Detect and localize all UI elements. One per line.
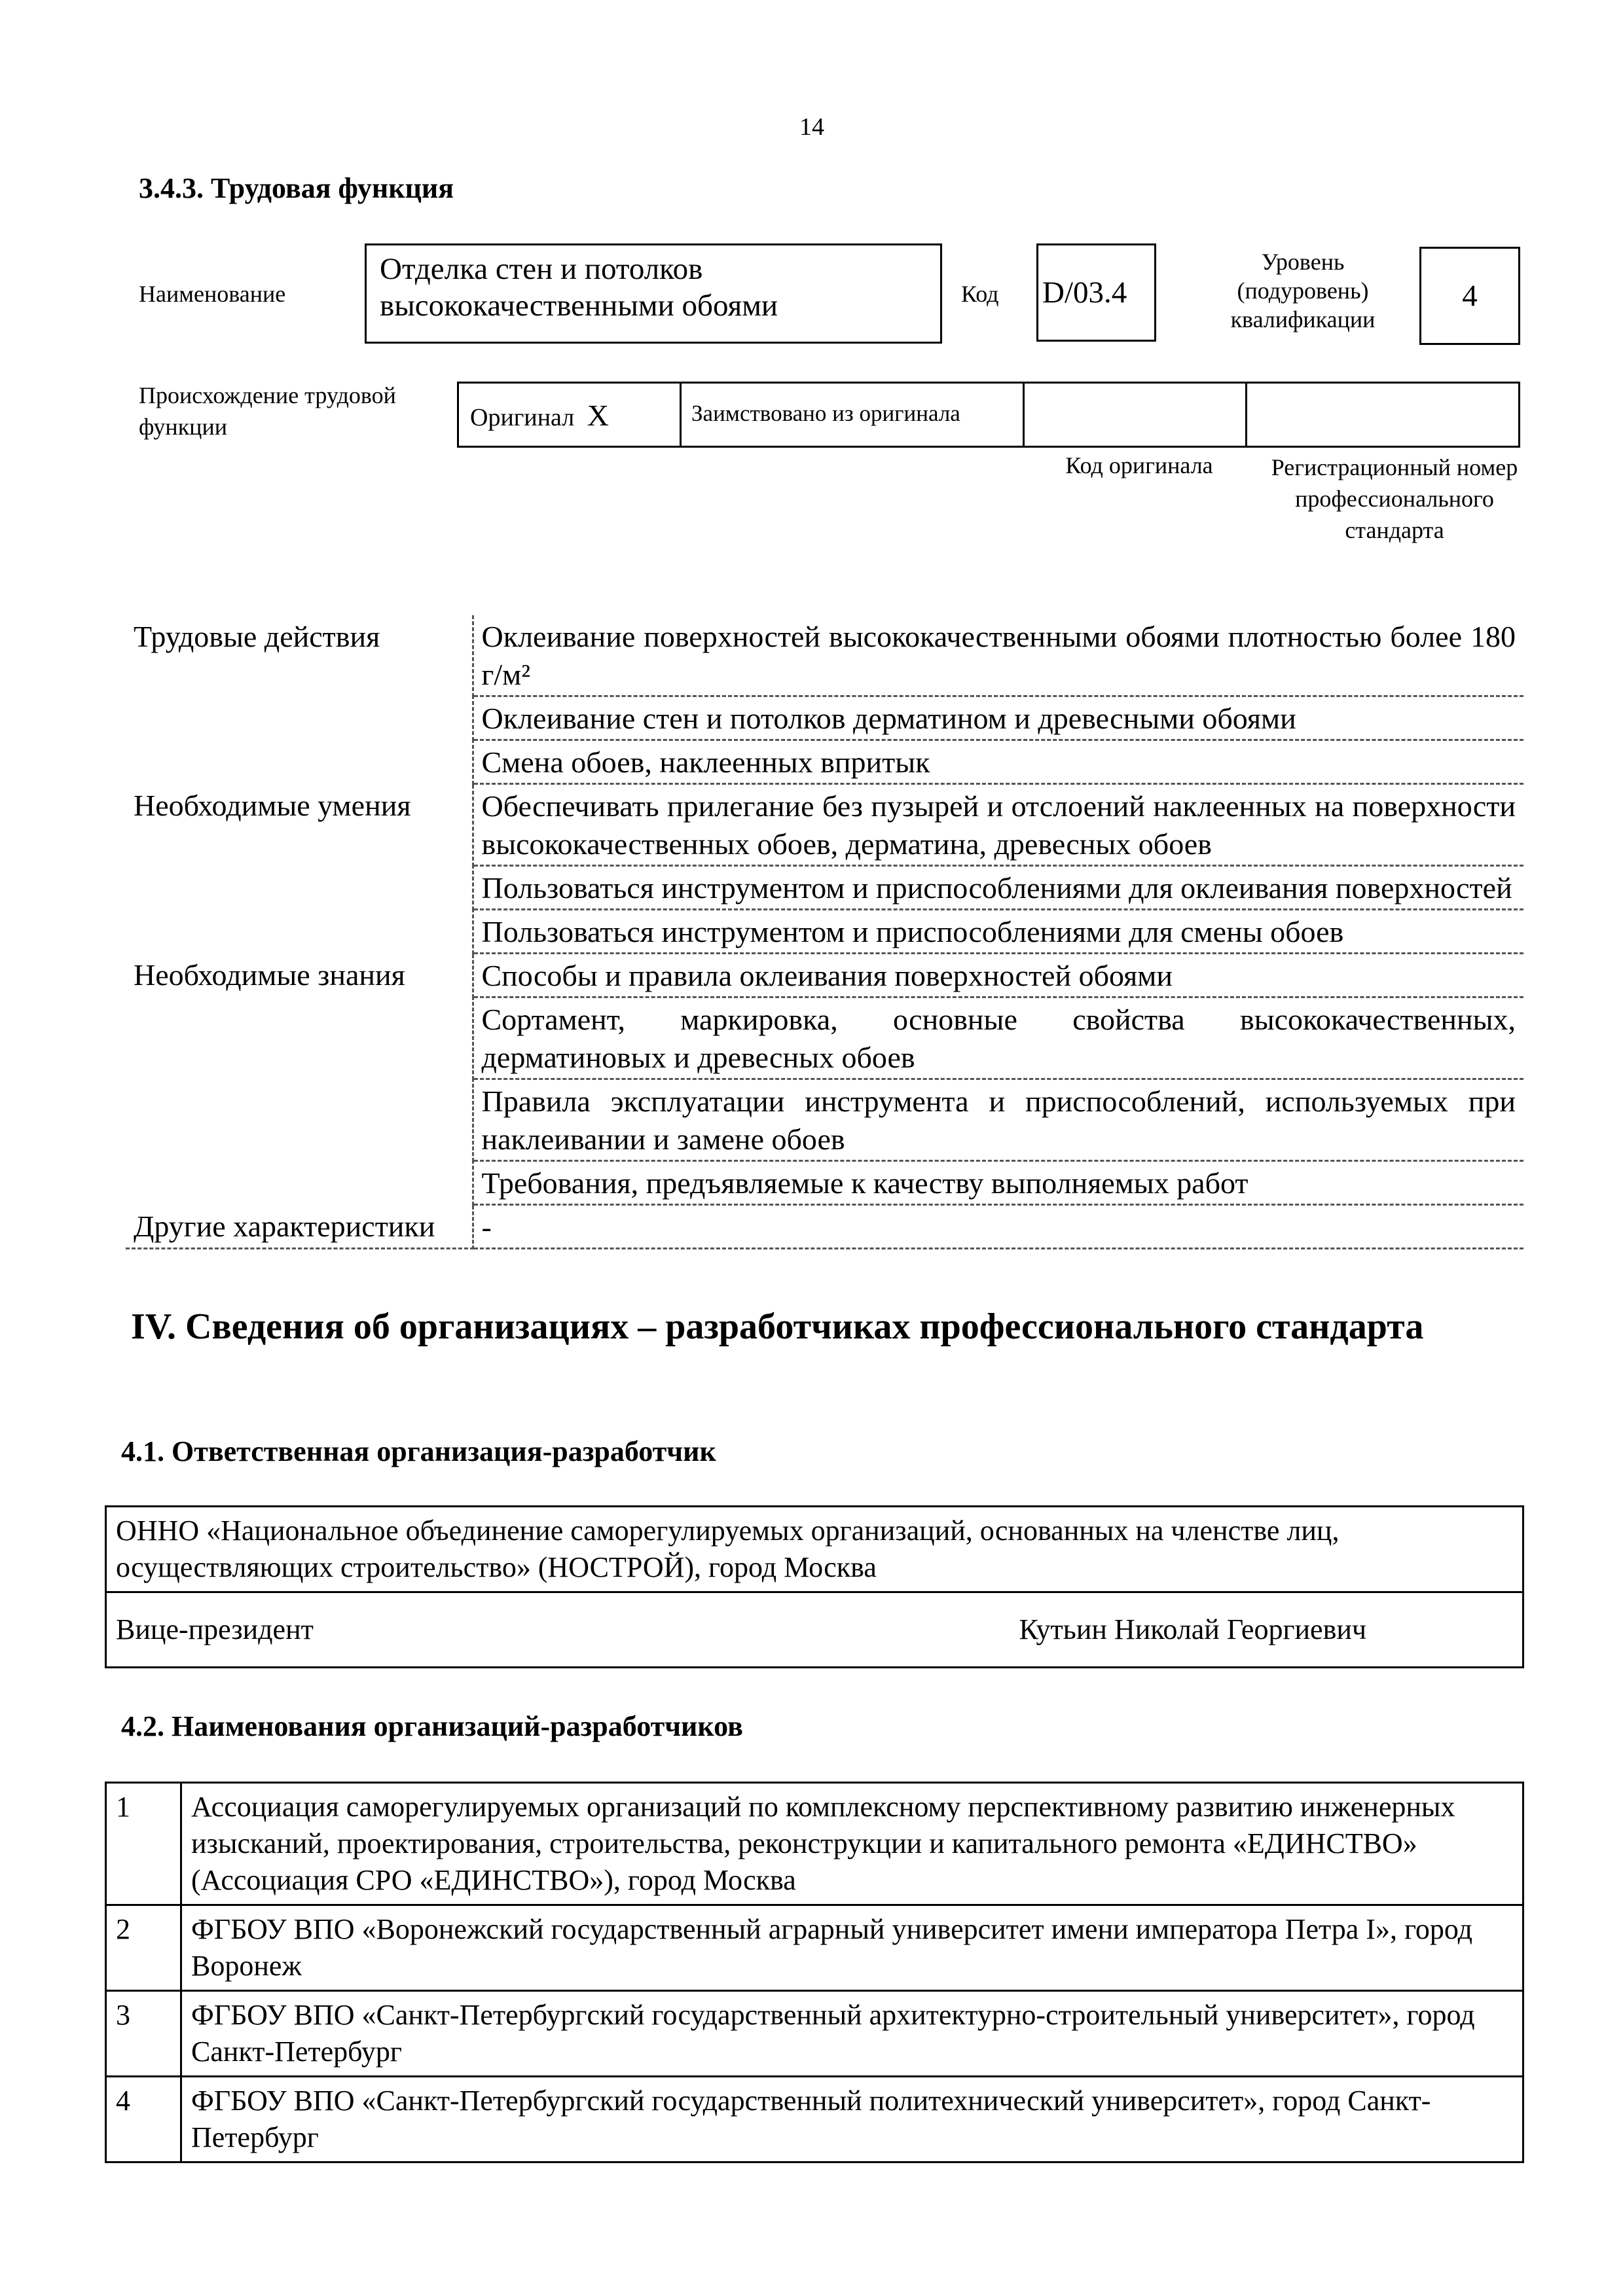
- skill-item: Пользоваться инструментом и приспособлениями для оклеивания поверхностей: [473, 866, 1523, 910]
- developer-number: 4: [106, 2077, 181, 2162]
- table-row: [106, 1905, 1523, 1991]
- reg-number-label: Регистрационный номер профессионального стандарта: [1271, 454, 1518, 543]
- function-name-box: [365, 243, 942, 344]
- level-box: [1419, 247, 1520, 345]
- labor-action-item: Оклеивание стен и потолков дерматином и древесными обоями: [473, 696, 1523, 740]
- function-name-value: Отделка стен и потолков высококачественными обоями: [380, 252, 778, 323]
- table-row: [106, 1592, 1523, 1668]
- position: Вице-президент: [106, 1592, 892, 1668]
- table-row: [126, 954, 1523, 997]
- other-label: Другие характеристики: [126, 1205, 473, 1249]
- section-42-title: 4.2. Наименования организаций-разработчиков: [121, 1710, 743, 1742]
- table-row: [106, 1783, 1523, 1905]
- developer-number: 1: [106, 1783, 181, 1905]
- original-label: Оригинал: [470, 404, 575, 431]
- page-number: 14: [799, 113, 824, 141]
- section-title-343: 3.4.3. Трудовая функция: [139, 172, 454, 204]
- knowledge-label: Необходимые знания: [126, 954, 473, 1205]
- labor-actions-label: Трудовые действия: [126, 615, 473, 784]
- code-box: [1036, 243, 1156, 342]
- developers-table: [105, 1782, 1524, 2163]
- person-name: Кутьин Николай Георгиевич: [892, 1592, 1523, 1668]
- origin-table: [457, 382, 1520, 448]
- origin-label: Происхождение трудовой функции: [139, 382, 396, 440]
- developer-name: ФГБОУ ВПО «Санкт-Петербургский государственный архитектурно-строительный университет», город Санкт-Петербург: [181, 1991, 1523, 2077]
- knowledge-item: Способы и правила оклеивания поверхностей обоями: [473, 954, 1523, 997]
- table-row: [126, 1205, 1523, 1249]
- developer-number: 3: [106, 1991, 181, 2077]
- table-row: [126, 784, 1523, 866]
- responsible-org-table: [105, 1505, 1524, 1668]
- table-row: [106, 1507, 1523, 1592]
- level-value: 4: [1462, 279, 1478, 313]
- name-label: Наименование: [139, 281, 286, 307]
- knowledge-item: Сортамент, маркировка, основные свойства высококачественных, дерматиновых и древесных обоев: [473, 997, 1523, 1079]
- developer-name: ФГБОУ ВПО «Воронежский государственный аграрный университет имени императора Петра I», город Воронеж: [181, 1905, 1523, 1991]
- labor-action-item: Смена обоев, наклеенных впритык: [473, 740, 1523, 784]
- level-label: Уровень (подуровень) квалификации: [1230, 249, 1376, 332]
- original-mark: X: [587, 399, 609, 432]
- code-value: D/03.4: [1042, 276, 1127, 310]
- skills-label: Необходимые умения: [126, 784, 473, 954]
- skill-item: Пользоваться инструментом и приспособлениями для смены обоев: [473, 910, 1523, 954]
- skill-item: Обеспечивать прилегание без пузырей и отслоений наклеенных на поверхности высококачественных обоев, дерматина, древесных обоев: [473, 784, 1523, 866]
- labor-action-item: Оклеивание поверхностей высококачественными обоями плотностью более 180 г/м²: [473, 615, 1523, 696]
- work-details-table: [126, 615, 1523, 1249]
- section-41-title: 4.1. Ответственная организация-разработчик: [121, 1435, 716, 1467]
- table-row: [106, 2077, 1523, 2162]
- developer-name: Ассоциация саморегулируемых организаций по комплексному перспективному развитию инженерных изысканий, проектирования, строительства, реконструкции и капитального ремонта «ЕДИНСТВО» (Ассоциация СРО «ЕДИНСТВО»), город Москва: [181, 1783, 1523, 1905]
- original-cell: [470, 398, 609, 433]
- table-row: [126, 615, 1523, 696]
- knowledge-item: Требования, предъявляемые к качеству выполняемых работ: [473, 1161, 1523, 1205]
- knowledge-item: Правила эксплуатации инструмента и приспособлений, используемых при наклеивании и замене обоев: [473, 1079, 1523, 1161]
- other-value: -: [473, 1205, 1523, 1249]
- code-label: Код: [961, 281, 999, 307]
- responsible-org-name: ОННО «Национальное объединение саморегулируемых организаций, основанных на членстве лиц, осуществляющих строительство» (НОСТРОЙ), город Москва: [106, 1507, 1523, 1592]
- table-row: [106, 1991, 1523, 2077]
- developer-number: 2: [106, 1905, 181, 1991]
- section-iv-title: IV. Сведения об организациях – разработчиках профессионального стандарта: [131, 1306, 1424, 1347]
- borrowed-label: Заимствовано из оригинала: [691, 401, 960, 426]
- code-original-label: Код оригинала: [1065, 452, 1213, 478]
- developer-name: ФГБОУ ВПО «Санкт-Петербургский государственный политехнический университет», город Санкт-Петербург: [181, 2077, 1523, 2162]
